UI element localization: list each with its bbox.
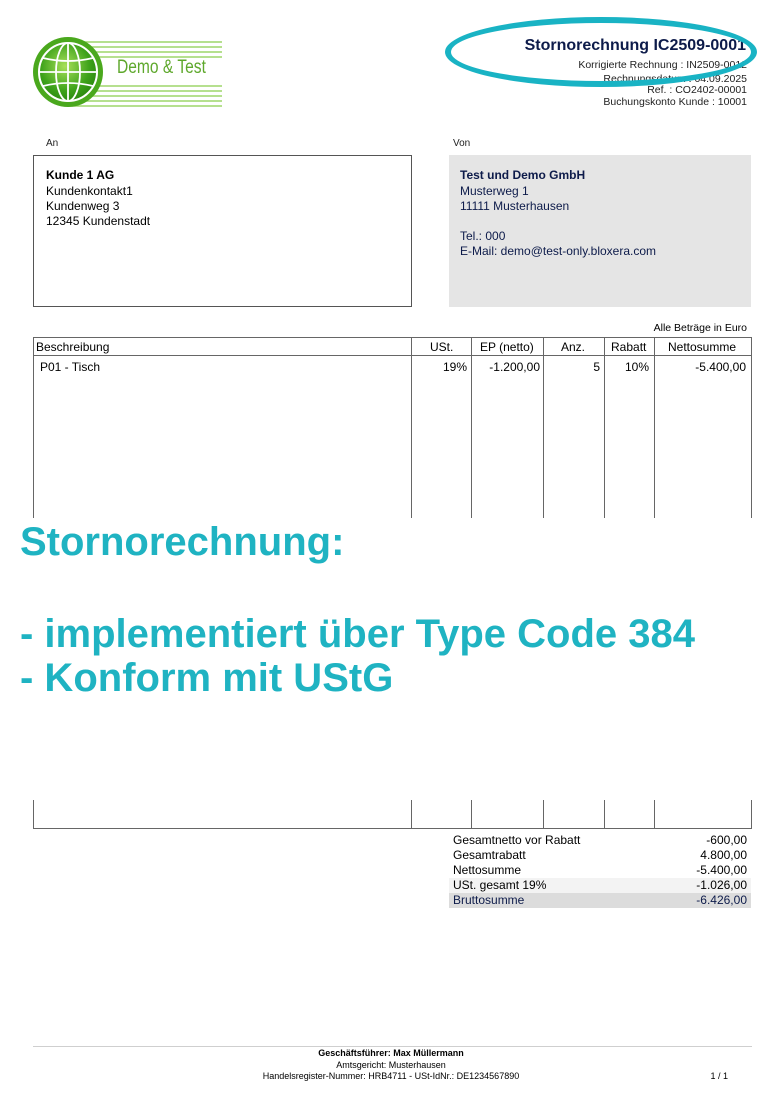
customer-account: Buchungskonto Kunde : 10001 bbox=[603, 96, 747, 108]
col-header-unit-price: EP (netto) bbox=[480, 340, 534, 354]
footer-register: Handelsregister-Nummer: HRB4711 - USt-IdNr.: DE1234567890 bbox=[262, 1071, 520, 1081]
row-net: -5.400,00 bbox=[695, 360, 746, 374]
total-label: Bruttosumme bbox=[453, 893, 525, 907]
order-ref: Ref. : CO2402-00001 bbox=[647, 84, 747, 96]
highlight-oval bbox=[445, 17, 757, 87]
footer-managing-director: Geschäftsführer: Max Müllermann bbox=[318, 1048, 464, 1058]
row-discount: 10% bbox=[624, 360, 649, 374]
sender-city: 11111 Musterhausen bbox=[460, 199, 570, 213]
row-vat: 19% bbox=[442, 360, 467, 374]
sender-name: Test und Demo GmbH bbox=[460, 168, 586, 182]
document-title: Stornorechnung IC2509-0001 bbox=[524, 37, 746, 54]
total-discount bbox=[449, 848, 751, 863]
annotation-heading: Stornorechnung: bbox=[20, 520, 345, 564]
total-net bbox=[449, 863, 751, 878]
col-header-description: Beschreibung bbox=[36, 340, 110, 354]
sender-email: E-Mail: demo@test-only.bloxera.com bbox=[460, 244, 657, 258]
total-value: -1.026,00 bbox=[696, 878, 747, 892]
invoice-date: Rechnungsdatum : 04.09.2025 bbox=[603, 73, 747, 85]
col-header-qty: Anz. bbox=[561, 340, 586, 354]
currency-note: Alle Beträge in Euro bbox=[653, 322, 747, 334]
row-description: P01 - Tisch bbox=[40, 360, 101, 374]
sender-street: Musterweg 1 bbox=[460, 184, 529, 198]
sender-address-box bbox=[449, 155, 751, 307]
annotation-line-2: - Konform mit UStG bbox=[20, 656, 394, 700]
sender-label: Von bbox=[453, 138, 471, 149]
table-header-divider bbox=[33, 355, 752, 356]
corrected-invoice-ref: Korrigierte Rechnung : IN2509-0012 bbox=[578, 59, 747, 71]
recipient-contact: Kundenkontakt1 bbox=[46, 184, 133, 198]
recipient-label: An bbox=[46, 138, 59, 149]
total-label: Nettosumme bbox=[453, 863, 522, 877]
footer-court: Amtsgericht: Musterhausen bbox=[336, 1060, 446, 1070]
total-label: USt. gesamt 19% bbox=[453, 878, 547, 892]
recipient-name: Kunde 1 AG bbox=[46, 168, 115, 182]
col-header-discount: Rabatt bbox=[611, 340, 647, 354]
total-value: -6.426,00 bbox=[696, 893, 747, 907]
total-value: -5.400,00 bbox=[696, 863, 747, 877]
recipient-street: Kundenweg 3 bbox=[46, 199, 120, 213]
col-header-net: Nettosumme bbox=[668, 340, 737, 354]
logo-text: Demo & Test bbox=[117, 57, 206, 78]
total-value: -600,00 bbox=[706, 833, 747, 847]
total-label: Gesamtnetto vor Rabatt bbox=[453, 833, 581, 847]
sender-phone: Tel.: 000 bbox=[460, 229, 506, 243]
annotation-line-1: - implementiert über Type Code 384 bbox=[20, 612, 695, 656]
recipient-city: 12345 Kundenstadt bbox=[46, 214, 151, 228]
total-label: Gesamtrabatt bbox=[453, 848, 526, 862]
total-net-before-discount bbox=[449, 833, 751, 848]
row-qty: 5 bbox=[593, 360, 600, 374]
recipient-address-box bbox=[33, 155, 412, 307]
row-unit-price: -1.200,00 bbox=[489, 360, 540, 374]
page-number: 1 / 1 bbox=[710, 1071, 728, 1081]
col-header-vat: USt. bbox=[430, 340, 454, 354]
total-value: 4.800,00 bbox=[700, 848, 747, 862]
total-gross bbox=[449, 893, 751, 908]
total-vat bbox=[449, 878, 751, 893]
footer-divider bbox=[33, 1046, 752, 1047]
